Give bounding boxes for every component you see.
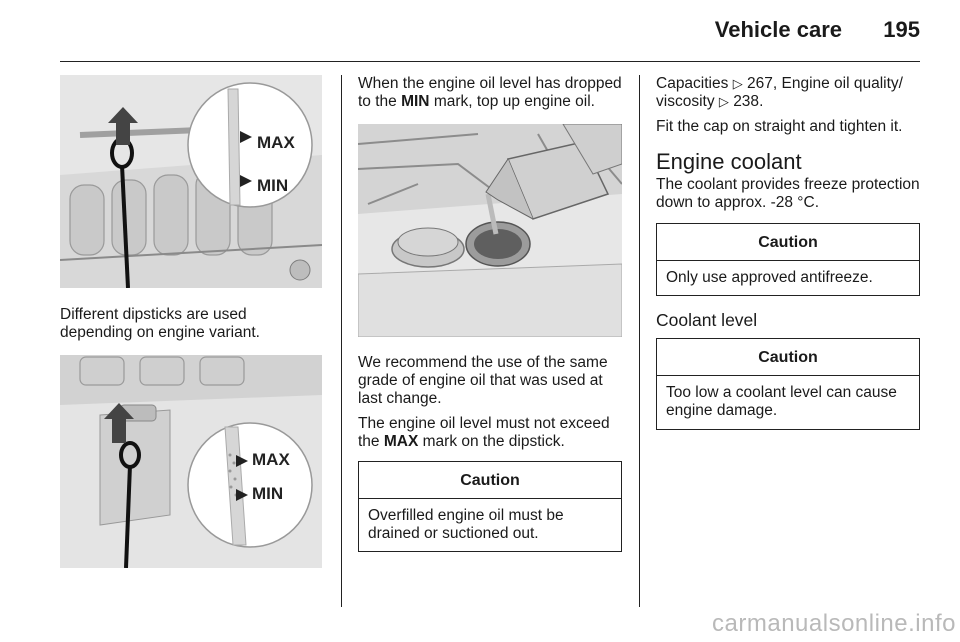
- column-right: [656, 75, 920, 430]
- page-reference[interactable]: 238: [733, 93, 760, 110]
- engine-coolant-heading: Engine coolant: [656, 149, 802, 174]
- oil-filling-illustration: [358, 124, 622, 337]
- watermark: carmanualsonline.info: [712, 610, 956, 637]
- dipstick-illustration-1: [60, 75, 322, 288]
- max-label: MAX: [257, 133, 295, 152]
- text-run: Capacities: [656, 75, 733, 92]
- caution-body: Too low a coolant level can cause engine damage.: [666, 384, 897, 419]
- coolant-description: The coolant provides freeze protection down to approx. -28 °C.: [656, 176, 920, 211]
- oil-level-paragraph: [358, 75, 622, 111]
- caution-heading: Caution: [657, 339, 919, 376]
- dipstick-illustration-2: [60, 355, 322, 568]
- column-middle: [358, 75, 622, 552]
- caution-box-overfilled: [358, 461, 622, 552]
- min-label: MIN: [252, 484, 284, 503]
- max-mark-paragraph: [358, 415, 622, 451]
- caution-heading: Caution: [657, 224, 919, 261]
- text-run: .: [759, 93, 764, 110]
- coolant-level-heading: Coolant level: [656, 310, 758, 330]
- max-mark: MAX: [383, 433, 419, 450]
- grade-recommendation: We recommend the use of the same grade of engine oil that was used at last change.: [358, 354, 608, 407]
- text-run: mark, top up engine oil.: [429, 93, 595, 110]
- caution-box-antifreeze: [656, 223, 920, 296]
- page-header: [0, 0, 960, 62]
- dipstick-note: Different dipsticks are used depending on engine variant.: [60, 306, 260, 341]
- caution-box-coolant-level: [656, 338, 920, 430]
- fit-cap-instruction: Fit the cap on straight and tighten it.: [656, 118, 903, 135]
- column-divider: [639, 75, 640, 607]
- section-title: Vehicle care: [714, 17, 842, 42]
- text-run: When the engine oil level has dropped to the: [358, 75, 622, 110]
- page-number: 195: [883, 17, 920, 42]
- caution-body: Overfilled engine oil must be drained or suctioned out.: [368, 507, 564, 542]
- column-divider: [341, 75, 342, 607]
- page-reference[interactable]: 267: [747, 75, 773, 92]
- min-label: MIN: [257, 176, 289, 195]
- page-reference-icon: ▷: [718, 94, 729, 109]
- page-reference-icon: ▷: [732, 76, 743, 91]
- header-rule: [60, 61, 920, 62]
- caution-body: Only use approved antifreeze.: [666, 269, 873, 286]
- min-mark: MIN: [401, 93, 430, 110]
- column-left: [60, 75, 322, 568]
- text-run: mark on the dipstick.: [418, 433, 565, 450]
- text-run: The engine oil level must not exceed the: [358, 415, 610, 450]
- caution-heading: Caution: [359, 462, 621, 499]
- max-label: MAX: [252, 450, 290, 469]
- text-run: , Engine oil quality/ viscosity: [656, 75, 903, 110]
- capacities-paragraph: [656, 75, 920, 111]
